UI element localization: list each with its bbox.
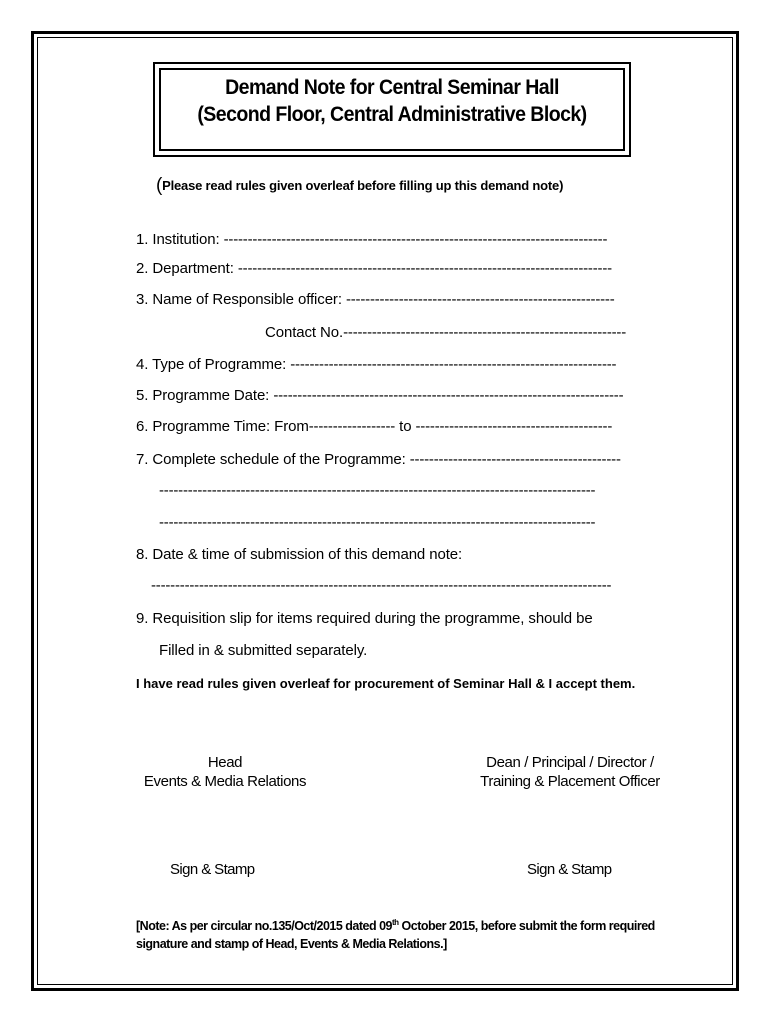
instruction-paren: (: [156, 175, 163, 196]
document-title: Demand Note for Central Seminar Hall: [225, 76, 559, 99]
field-programme-type[interactable]: [136, 356, 616, 373]
field-institution-blank: --------------------------------------------------------------------------------: [223, 231, 608, 248]
field-programme-time[interactable]: [136, 418, 612, 435]
circular-note-part1: [Note: As per circular no.135/Oct/2015 dated 09: [136, 919, 393, 934]
field-contact-no-blank: -----------------------------------------------------------: [343, 324, 627, 341]
field-time-from-blank: ------------------: [308, 418, 396, 435]
field-institution[interactable]: [136, 231, 607, 248]
field-programme-date-label: 5. Programme Date:: [136, 387, 274, 404]
field-programme-time-label: 6. Programme Time: From: [136, 418, 309, 435]
field-submission-datetime-blank[interactable]: ------------------------------------------------------------------------------------------------: [151, 577, 612, 594]
document-subtitle: (Second Floor, Central Administrative Block): [197, 103, 587, 126]
circular-note: [136, 914, 684, 953]
field-schedule-line-2[interactable]: -------------------------------------------------------------------------------------------: [159, 482, 596, 499]
field-schedule-label: 7. Complete schedule of the Programme:: [136, 451, 410, 468]
signatory-dean-title: Dean / Principal / Director /: [486, 754, 654, 771]
circular-note-part2: October 2015, before submit the form required signature and stamp of Head, Events & Media Relations.]: [136, 919, 655, 952]
field-time-to-label: to: [395, 418, 416, 435]
acceptance-statement: I have read rules given overleaf for procurement of Seminar Hall & I accept them.: [136, 676, 636, 691]
field-responsible-officer[interactable]: [136, 291, 615, 308]
field-schedule-blank: --------------------------------------------: [409, 451, 621, 468]
field-schedule-line-3[interactable]: -------------------------------------------------------------------------------------------: [159, 514, 596, 531]
item-requisition-note: 9. Requisition slip for items required during the programme, should be: [136, 610, 593, 627]
sign-stamp-right: Sign & Stamp: [527, 861, 612, 878]
signatory-head-dept: Events & Media Relations: [143, 773, 307, 790]
sign-stamp-left: Sign & Stamp: [170, 861, 255, 878]
field-contact-no[interactable]: [265, 324, 626, 341]
circular-note-sup: th: [392, 918, 399, 927]
signatory-head: [130, 753, 320, 791]
item-requisition-note-cont: Filled in & submitted separately.: [159, 642, 368, 659]
field-schedule[interactable]: [136, 451, 621, 468]
field-programme-type-blank: --------------------------------------------------------------------: [290, 356, 617, 373]
signatory-dean-role: Training & Placement Officer: [480, 773, 660, 790]
field-time-to-blank: -----------------------------------------: [415, 418, 613, 435]
field-department[interactable]: [136, 260, 612, 277]
field-contact-no-label: Contact No.: [265, 324, 344, 341]
field-department-label: 2. Department:: [136, 260, 238, 277]
field-programme-date-blank: -------------------------------------------------------------------------: [273, 387, 624, 404]
field-programme-type-label: 4. Type of Programme:: [136, 356, 291, 373]
signatory-dean: [460, 753, 680, 791]
instruction-note: [156, 174, 563, 196]
field-responsible-officer-blank: --------------------------------------------------------: [345, 291, 615, 308]
field-responsible-officer-label: 3. Name of Responsible officer:: [136, 291, 346, 308]
signatory-head-title: Head: [207, 754, 243, 771]
instruction-text: Please read rules given overleaf before filling up this demand note): [162, 178, 564, 193]
field-submission-datetime-label: 8. Date & time of submission of this demand note:: [136, 546, 463, 563]
field-department-blank: ------------------------------------------------------------------------------: [237, 260, 612, 277]
field-institution-label: 1. Institution:: [136, 231, 224, 248]
field-programme-date[interactable]: [136, 387, 623, 404]
